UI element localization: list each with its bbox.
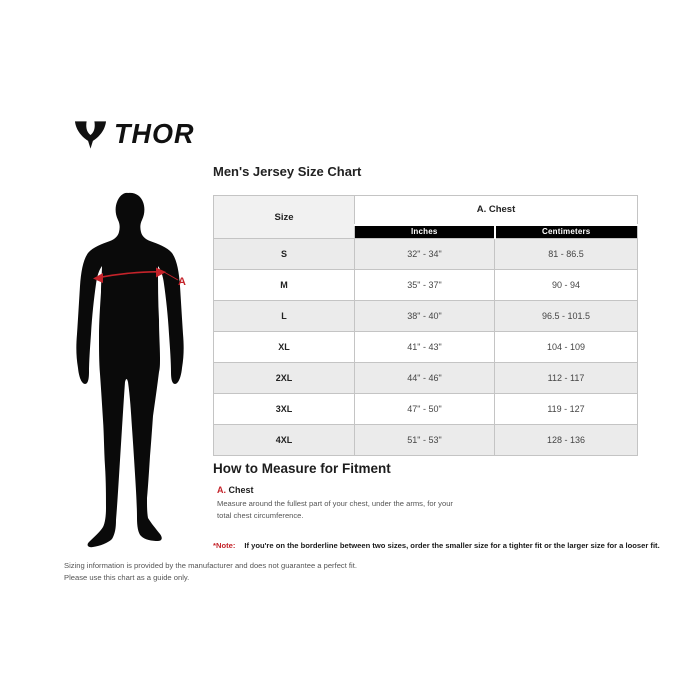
centimeters-cell: 128 - 136: [495, 425, 638, 456]
size-cell: S: [214, 239, 355, 270]
table-row: [214, 332, 638, 363]
inches-cell: 47" - 50": [355, 394, 495, 425]
measure-description-line1: Measure around the fullest part of your chest, under the arms, for your: [217, 499, 453, 508]
chart-title: Men's Jersey Size Chart: [213, 164, 362, 179]
male-silhouette-figure: [72, 192, 192, 548]
column-header-chest: A. Chest: [355, 196, 638, 225]
note-label: *Note:: [213, 541, 236, 550]
chest-marker-label: A: [178, 276, 186, 288]
column-header-size: Size: [214, 196, 355, 239]
disclaimer: [64, 560, 357, 584]
measure-label-name: Chest: [228, 485, 254, 495]
centimeters-cell: 96.5 - 101.5: [495, 301, 638, 332]
disclaimer-line1: Sizing information is provided by the manufacturer and does not guarantee a perfect fit.: [64, 561, 357, 570]
inches-cell: 38" - 40": [355, 301, 495, 332]
note-line: [213, 541, 660, 550]
measure-label-letter: A.: [217, 485, 226, 495]
size-cell: 4XL: [214, 425, 355, 456]
note-text: If you're on the borderline between two sizes, order the smaller size for a tighter fit or the larger size for a looser fit.: [244, 541, 660, 550]
size-cell: XL: [214, 332, 355, 363]
centimeters-cell: 119 - 127: [495, 394, 638, 425]
size-chart-table-wrap: [213, 195, 638, 456]
centimeters-cell: 90 - 94: [495, 270, 638, 301]
centimeters-cell: 104 - 109: [495, 332, 638, 363]
inches-cell: 51" - 53": [355, 425, 495, 456]
size-cell: 2XL: [214, 363, 355, 394]
centimeters-cell: 81 - 86.5: [495, 239, 638, 270]
table-row: [214, 270, 638, 301]
table-row: [214, 425, 638, 456]
male-silhouette: [76, 193, 183, 547]
size-cell: L: [214, 301, 355, 332]
thor-horns-icon: [74, 120, 107, 150]
table-row: [214, 239, 638, 270]
brand-logo-text: THOR: [114, 118, 195, 150]
table-row: [214, 363, 638, 394]
size-chart-table: [213, 195, 638, 456]
disclaimer-line2: Please use this chart as a guide only.: [64, 573, 190, 583]
measure-heading: How to Measure for Fitment: [213, 461, 391, 476]
size-chart-body: [214, 239, 638, 456]
column-header-centimeters: Centimeters: [495, 225, 638, 239]
measure-description-line2: total chest circumference.: [217, 510, 304, 520]
inches-cell: 44" - 46": [355, 363, 495, 394]
measure-description: [217, 498, 477, 522]
measure-label: [217, 485, 254, 495]
size-cell: 3XL: [214, 394, 355, 425]
inches-cell: 35" - 37": [355, 270, 495, 301]
inches-cell: 32" - 34": [355, 239, 495, 270]
centimeters-cell: 112 - 117: [495, 363, 638, 394]
table-row: [214, 301, 638, 332]
table-row: [214, 394, 638, 425]
size-cell: M: [214, 270, 355, 301]
brand-logo: [74, 119, 195, 150]
column-header-inches: Inches: [355, 225, 495, 239]
inches-cell: 41" - 43": [355, 332, 495, 363]
